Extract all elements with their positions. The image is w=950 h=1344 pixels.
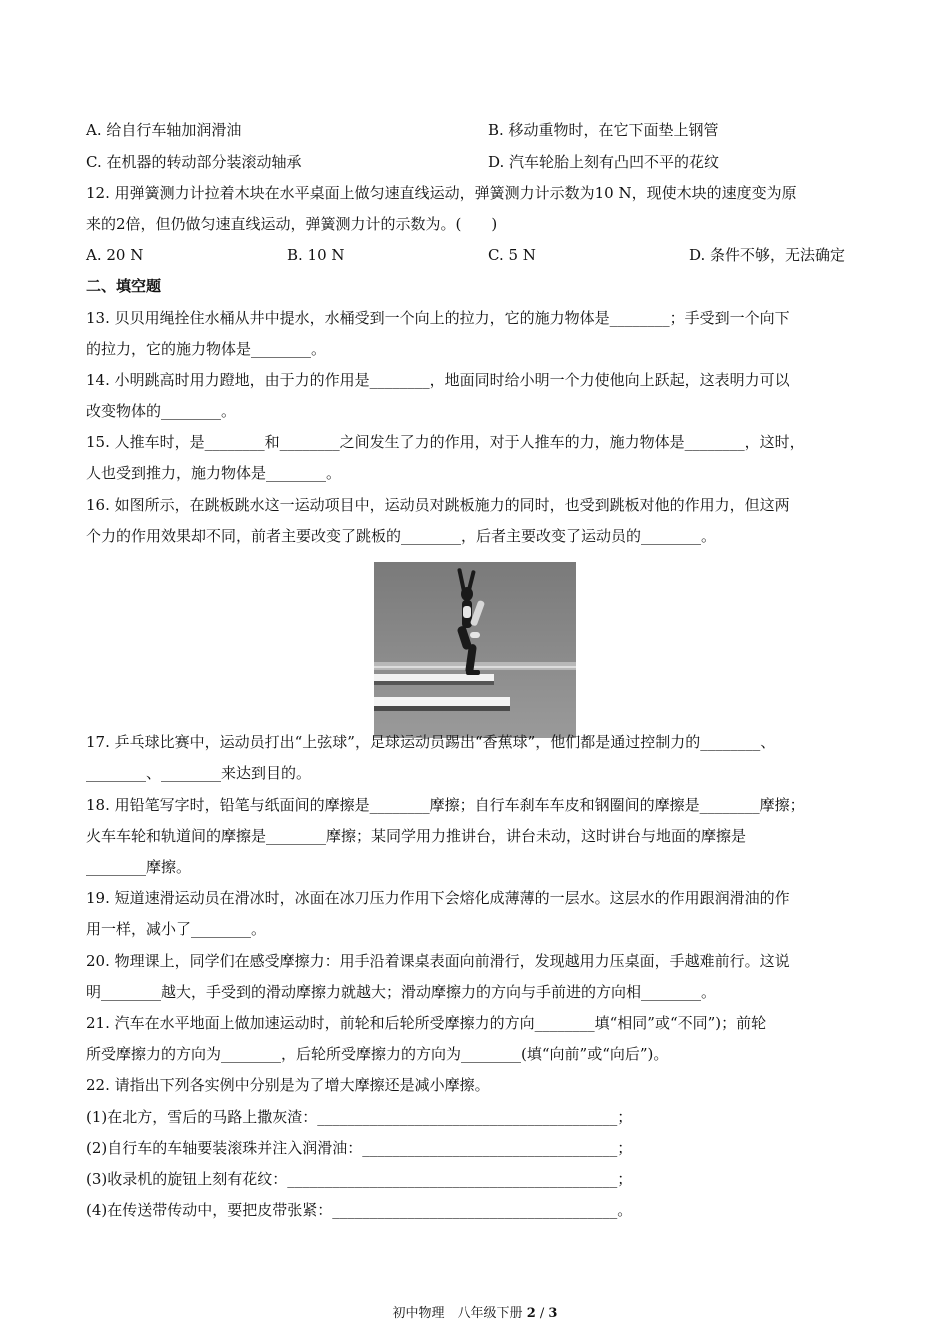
q16-line2: 个力的作用效果却不同，前者主要改变了跳板的________，后者主要改变了运动员的________。 [86,527,717,545]
q12-option-c: C. 5 N [488,246,536,264]
q22-item3: (3)收录机的旋钮上刻有花纹：____________________________________________； [86,1170,633,1188]
q17-line1: 17. 乒乓球比赛中，运动员打出“上弦球”，足球运动员踢出“香蕉球”，他们都是通过控制力的________、 [86,733,776,751]
q12-option-d: D. 条件不够，无法确定 [689,246,846,264]
q16-line1: 16. 如图所示，在跳板跳水这一运动项目中，运动员对跳板施力的同时，也受到跳板对他的作用力，但这两 [86,496,790,514]
q11-option-d: D. 汽车轮胎上刻有凸凹不平的花纹 [488,153,720,171]
q11-option-b: B. 移动重物时，在它下面垫上钢管 [488,121,719,139]
q15-line1: 15. 人推车时，是________和________之间发生了力的作用，对于人推车的力，施力物体是________，这时， [86,433,805,451]
q17-line2: ________、________来达到目的。 [86,764,312,782]
q18-line2: 火车车轮和轨道间的摩擦是________摩擦；某同学用力推讲台，讲台未动，这时讲台与地面的摩擦是 [86,827,747,845]
q19-line1: 19. 短道速滑运动员在滑冰时，冰面在冰刀压力作用下会熔化成薄薄的一层水。这层水的作用跟润滑油的作 [86,889,790,907]
q19-line2: 用一样，减小了________。 [86,920,267,938]
q18-line1: 18. 用铅笔写字时，铅笔与纸面间的摩擦是________摩擦；自行车刹车车皮和钢圈间的摩擦是________摩擦； [86,796,805,814]
q11-option-a: A. 给自行车轴加润滑油 [86,121,242,139]
q21-line2: 所受摩擦力的方向为________，后轮所受摩擦力的方向为________(填“向前”或“向后”)。 [86,1045,669,1063]
q21-line1: 21. 汽车在水平地面上做加速运动时，前轮和后轮所受摩擦力的方向________填“相同”或“不同”)；前轮 [86,1014,767,1032]
q13-line2: 的拉力，它的施力物体是________。 [86,340,327,358]
diving-board-photo [374,562,576,738]
q13-line1: 13. 贝贝用绳拴住水桶从井中提水，水桶受到一个向上的拉力，它的施力物体是________；手受到一个向下 [86,309,790,327]
page-separator: / [535,1306,549,1321]
q20-line1: 20. 物理课上，同学们在感受摩擦力：用手沿着课桌表面向前滑行，发现越用力压桌面，手越难前行。这说 [86,952,790,970]
q14-line2: 改变物体的________。 [86,402,237,420]
q22-line1: 22. 请指出下列各实例中分别是为了增大摩擦还是减小摩擦。 [86,1076,490,1094]
q12-line2: 来的2倍，但仍做匀速直线运动，弹簧测力计的示数为。( ) [86,215,498,233]
q22-item2: (2)自行车的车轴要装滚珠并注入润滑油：__________________________________； [86,1139,633,1157]
q15-line2: 人也受到推力，施力物体是________。 [86,464,342,482]
q14-line1: 14. 小明跳高时用力蹬地，由于力的作用是________，地面同时给小明一个力使他向上跃起，这表明力可以 [86,371,790,389]
q22-item1: (1)在北方，雪后的马路上撒灰渣：________________________________________； [86,1108,633,1126]
q12-option-a: A. 20 N [86,246,144,264]
q12-line1: 12. 用弹簧测力计拉着木块在水平桌面上做匀速直线运动，弹簧测力计示数为10 N，现使木块的速度变为原 [86,184,797,202]
page-footer [0,1305,950,1323]
footer-text: 初中物理 八年级下册 [392,1306,523,1321]
q22-item4: (4)在传送带传动中，要把皮带张紧：______________________________________。 [86,1201,633,1219]
q12-option-b: B. 10 N [287,246,345,264]
q20-line2: 明________越大，手受到的滑动摩擦力就越大；滑动摩擦力的方向与手前进的方向相________。 [86,983,717,1001]
page-current: 2 [526,1306,536,1321]
q18-line3: ________摩擦。 [86,858,192,876]
page-total: 3 [548,1306,558,1321]
section2-title: 二、填空题 [86,277,162,295]
q11-option-c: C. 在机器的转动部分装滚动轴承 [86,153,302,171]
